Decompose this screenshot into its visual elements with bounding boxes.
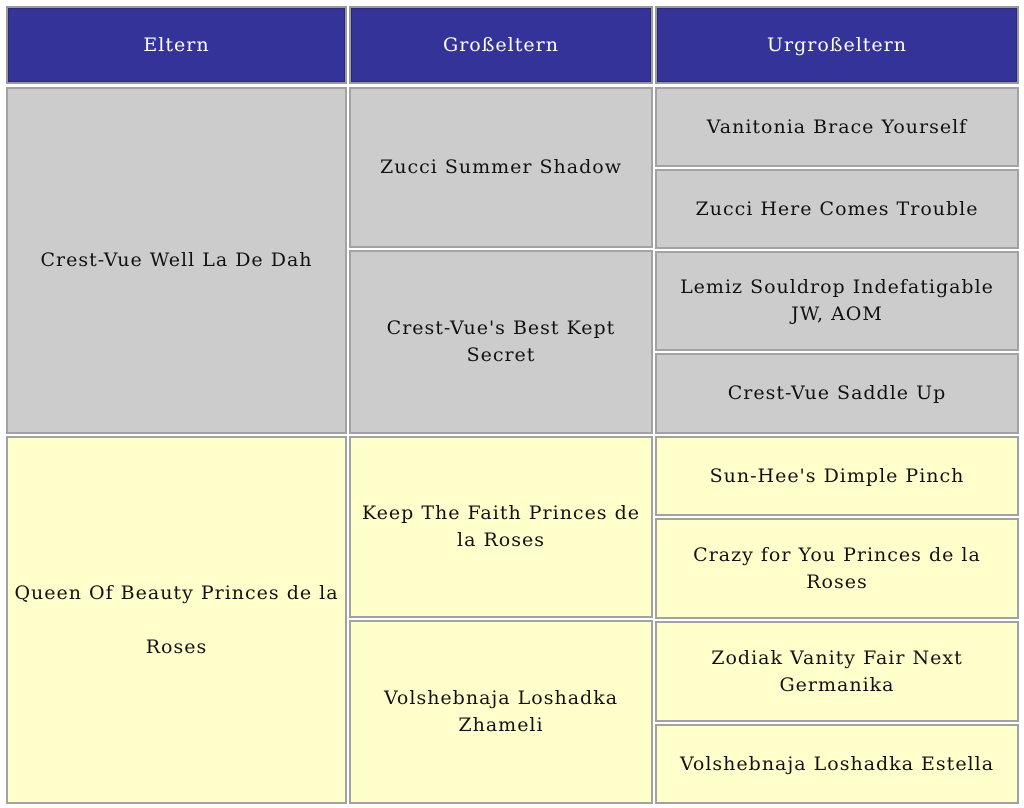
dam-great-grandparent-4-cell: [655, 724, 1019, 804]
sire-great-grandparent-3-name: Lemiz Souldrop Indefatigable JW, AOM: [680, 276, 994, 325]
header-great-grandparents: [655, 6, 1019, 84]
sire-great-grandparent-1-name: Vanitonia Brace Yourself: [706, 115, 968, 138]
sire-great-grandparent-1-cell: [655, 87, 1019, 167]
sire-great-grandparent-2-cell: [655, 169, 1019, 249]
dam-great-grandparent-2-name: Crazy for You Princes de la Roses: [693, 543, 981, 593]
dam-parent-cell: [6, 436, 347, 804]
dam-great-grandparent-2-cell: [655, 518, 1019, 619]
sire-grandparent-2-cell: [349, 250, 653, 434]
dam-grandparent-1-name: Keep The Faith Princes de la Roses: [361, 502, 641, 551]
dam-grandparent-2-name: Volshebnaja Loshadka Zhameli: [383, 687, 619, 736]
sire-great-grandparent-4-name: Crest-Vue Saddle Up: [727, 382, 947, 404]
sire-great-grandparent-4-cell: [655, 353, 1019, 434]
dam-great-grandparent-1-name: Sun-Hee's Dimple Pinch: [709, 464, 965, 487]
dam-great-grandparent-4-name: Volshebnaja Loshadka Estella: [679, 752, 995, 775]
sire-parent-name: Crest-Vue Well La De Dah: [40, 249, 313, 271]
header-great-grandparents-label: Urgroßeltern: [767, 33, 907, 56]
dam-grandparent-2-cell: [349, 620, 653, 804]
header-parents-label: Eltern: [143, 33, 210, 56]
sire-grandparent-1-cell: [349, 87, 653, 248]
sire-parent-cell: [6, 87, 347, 434]
dam-grandparent-1-cell: [349, 436, 653, 618]
sire-great-grandparent-2-name: Zucci Here Comes Trouble: [695, 197, 979, 220]
dam-great-grandparent-1-cell: [655, 436, 1019, 516]
dam-great-grandparent-3-cell: [655, 621, 1019, 722]
sire-grandparent-1-name: Zucci Summer Shadow: [380, 156, 622, 178]
sire-great-grandparent-3-cell: [655, 251, 1019, 351]
dam-great-grandparent-3-name: Zodiak Vanity Fair Next Germanika: [711, 646, 963, 696]
header-grandparents: [349, 6, 653, 84]
header-parents: [6, 6, 347, 84]
dam-parent-name: Queen Of Beauty Princes de la Roses: [14, 582, 339, 658]
sire-grandparent-2-name: Crest-Vue's Best Kept Secret: [386, 317, 616, 366]
header-grandparents-label: Großeltern: [443, 33, 559, 56]
